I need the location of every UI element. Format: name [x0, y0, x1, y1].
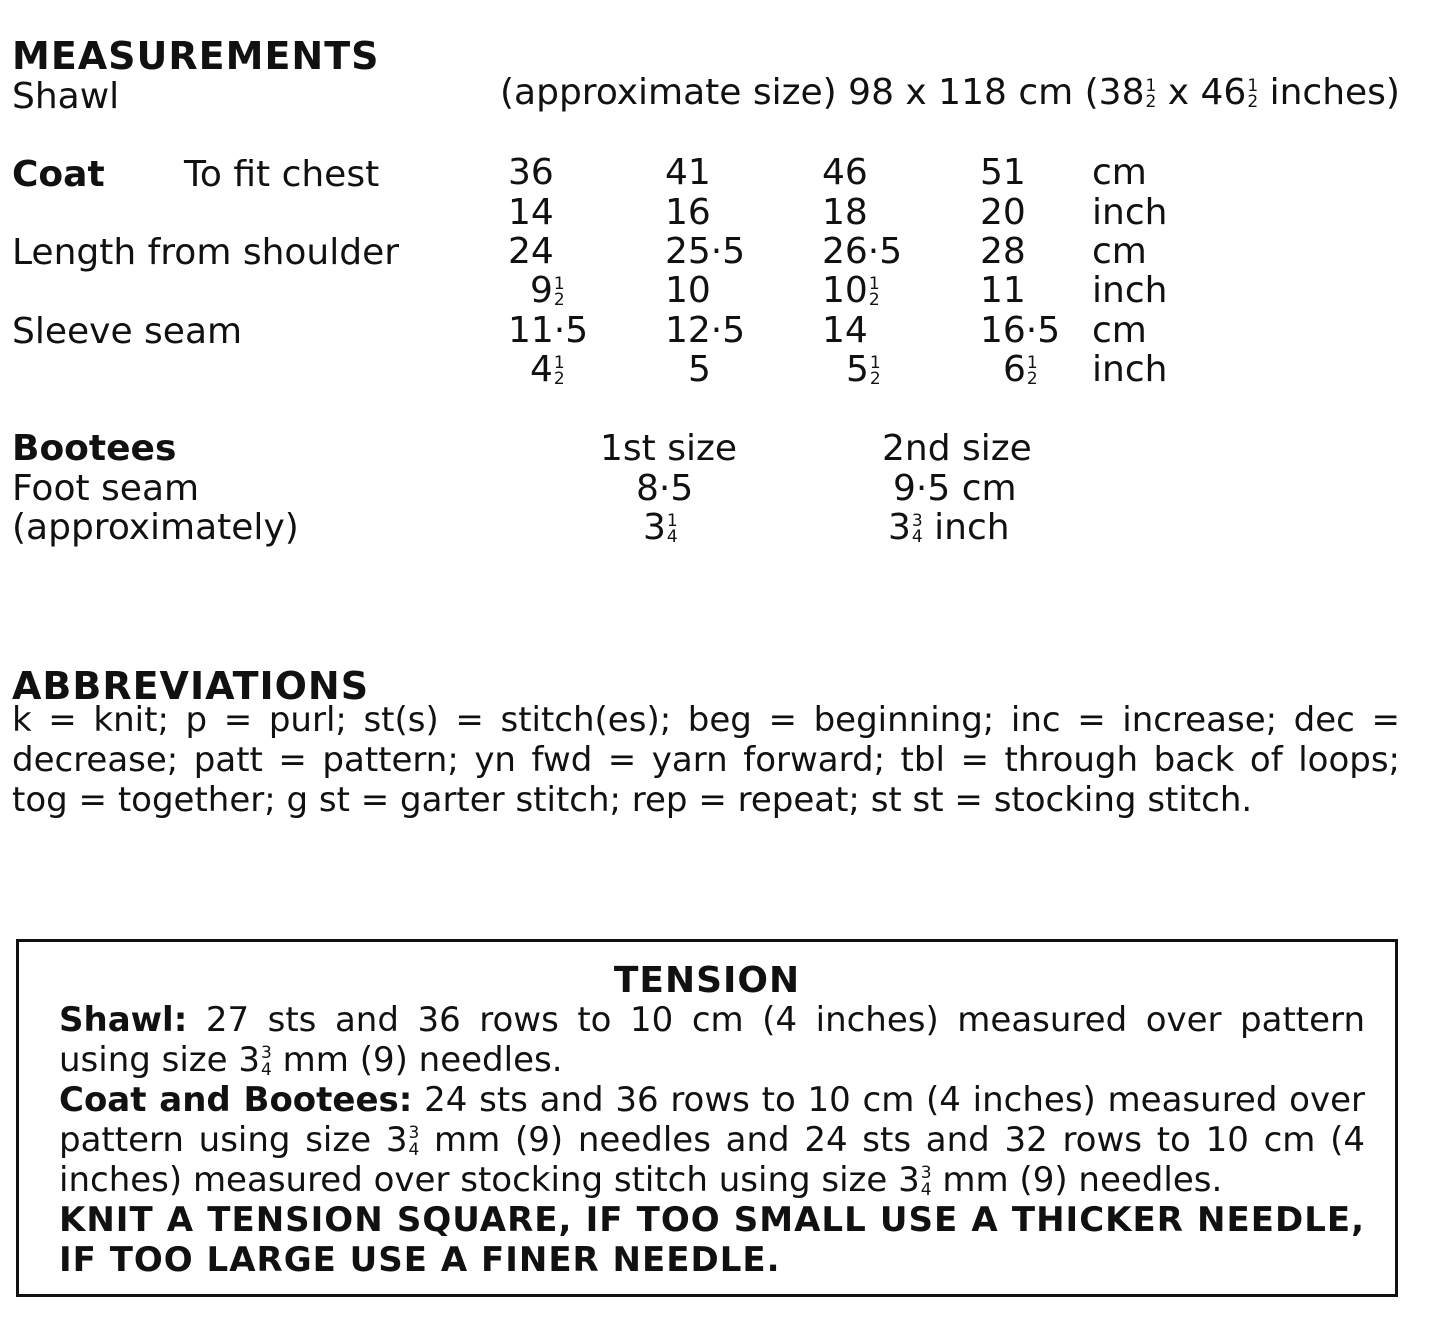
length-cm-4: 28: [980, 231, 1026, 272]
sleeve-in-4: 6 1 2: [1003, 349, 1038, 390]
sleeve-in-2: 5: [688, 349, 711, 390]
length-cm-3: 26·5: [822, 231, 903, 272]
length-label: Length from shoulder: [12, 232, 400, 273]
foot-in-1: 3 1 4: [643, 507, 678, 548]
shawl-label: Shawl: [12, 76, 120, 117]
length-in-3: 10 1 2: [822, 270, 880, 311]
abbreviations-heading: ABBREVIATIONS: [12, 664, 370, 708]
length-in-2: 10: [665, 270, 711, 311]
chest-unit-cm: cm: [1092, 152, 1147, 193]
length-in-4: 11: [980, 270, 1026, 311]
measurements-heading: MEASUREMENTS: [12, 34, 380, 78]
sleeve-unit-inch: inch: [1092, 349, 1168, 390]
sleeve-label: Sleeve seam: [12, 311, 243, 352]
sleeve-in-1: 4 1 2: [530, 349, 565, 390]
sleeve-cm-2: 12·5: [665, 310, 746, 351]
size-1-header: 1st size: [600, 428, 738, 469]
foot-seam-label: Foot seam: [12, 468, 200, 509]
tension-box: [16, 939, 1398, 1297]
length-cm-1: 24: [508, 231, 554, 272]
tension-coat: Coat and Bootees: 24 sts and 36 rows to 10 cm (4 inches) measured over pattern using size 3 3 4 mm (9) needles and 24 sts and 32 rows to 10 cm (4 inches) measured over stocking stitch using size 3 3 4 mm (9) needles.: [59, 1080, 1365, 1200]
chest-label: To fit chest: [184, 154, 380, 195]
sleeve-in-3: 5 1 2: [846, 349, 881, 390]
chest-cm-2: 41: [665, 152, 711, 193]
length-unit-cm: cm: [1092, 231, 1147, 272]
chest-in-1: 14: [508, 192, 554, 233]
sleeve-cm-3: 14: [822, 310, 868, 351]
foot-in-2: 3 3 4 inch: [888, 507, 1010, 548]
approximately-label: (approximately): [12, 507, 299, 548]
tension-shawl: Shawl: 27 sts and 36 rows to 10 cm (4 inches) measured over pattern using size 3 3 4 mm (9) needles.: [59, 1000, 1365, 1080]
tension-title: TENSION: [613, 960, 801, 1001]
abbreviations-text: k = knit; p = purl; st(s) = stitch(es); beg = beginning; inc = increase; dec = decrease; patt = pattern; yn fwd = yarn forward; tbl = through back of loops; tog = together; g st = garter stitch; rep = repeat; st st = stocking stitch.: [12, 700, 1400, 820]
chest-in-3: 18: [822, 192, 868, 233]
size-2-header: 2nd size: [882, 428, 1032, 469]
chest-unit-inch: inch: [1092, 192, 1168, 233]
chest-cm-3: 46: [822, 152, 868, 193]
coat-label: Coat: [12, 154, 105, 195]
length-cm-2: 25·5: [665, 231, 746, 272]
chest-cm-4: 51: [980, 152, 1026, 193]
tension-warning: KNIT A TENSION SQUARE, IF TOO SMALL USE A THICKER NEEDLE, IF TOO LARGE USE A FINER NEEDLE.: [59, 1200, 1365, 1280]
sleeve-unit-cm: cm: [1092, 310, 1147, 351]
sleeve-cm-1: 11·5: [508, 310, 589, 351]
length-unit-inch: inch: [1092, 270, 1168, 311]
shawl-size: (approximate size) 98 x 118 cm (38 1 2 x 46 1 2 inches): [500, 72, 1400, 113]
length-in-1: 9 1 2: [530, 270, 565, 311]
foot-cm-1: 8·5: [636, 468, 694, 509]
tension-body: [59, 1000, 1365, 1280]
bootees-label: Bootees: [12, 428, 177, 469]
chest-cm-1: 36: [508, 152, 554, 193]
chest-in-4: 20: [980, 192, 1026, 233]
chest-in-2: 16: [665, 192, 711, 233]
foot-cm-2: 9·5 cm: [893, 468, 1017, 509]
sleeve-cm-4: 16·5: [980, 310, 1061, 351]
